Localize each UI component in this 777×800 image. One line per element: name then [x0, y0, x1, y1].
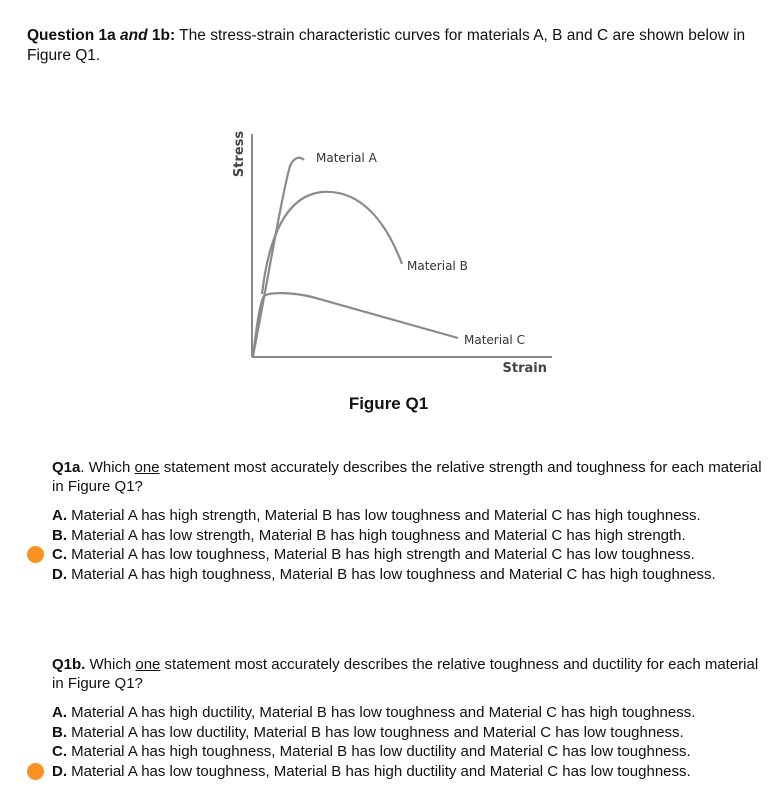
- q1a-option-a[interactable]: [52, 506, 762, 526]
- q1b-stem: [52, 655, 762, 693]
- intro-label-part2: 1b:: [147, 27, 176, 44]
- intro-label-part1: Question 1a: [27, 27, 121, 44]
- option-letter: A.: [52, 507, 67, 524]
- q1a-option-d[interactable]: [52, 565, 762, 585]
- q1b-stem-before: Which: [85, 656, 136, 673]
- intro-label-italic: and: [120, 27, 148, 44]
- q1a-stem-after: statement most accurately describes the relative strength and toughness for each material in Figure Q1?: [52, 459, 762, 495]
- option-letter: D.: [52, 762, 67, 780]
- figure-caption: Figure Q1: [348, 394, 429, 413]
- curve-material-c: [253, 293, 458, 356]
- q1b-stem-after: statement most accurately describes the relative toughness and ductility for each material in Figure Q1?: [52, 656, 759, 692]
- option-letter: D.: [52, 565, 67, 583]
- question-intro: [27, 26, 762, 66]
- label-material-b: Material B: [407, 259, 468, 273]
- q1b-option-c[interactable]: [52, 742, 762, 762]
- option-letter: C.: [52, 546, 67, 563]
- option-letter: B.: [52, 723, 67, 741]
- q1b-label: Q1b.: [52, 656, 86, 673]
- q1b-option-b[interactable]: [52, 723, 762, 743]
- option-text: Material A has high toughness, Material B has low toughness and Material C has high toughness.: [67, 565, 716, 583]
- q1b-option-d[interactable]: [52, 762, 762, 782]
- q1a-stem-emphasis: one: [134, 459, 160, 476]
- selected-marker-icon: [27, 763, 44, 780]
- stress-strain-figure: [222, 124, 562, 384]
- y-axis-label: Stress: [232, 130, 247, 178]
- curve-material-a: [253, 158, 304, 356]
- q1a-stem: [52, 458, 762, 496]
- curve-material-b: [262, 192, 402, 294]
- option-letter: B.: [52, 526, 67, 544]
- option-text: Material A has high toughness, Material B has low ductility and Material C has low toughness.: [67, 743, 691, 760]
- option-letter: C.: [52, 743, 67, 760]
- option-text: Material A has high strength, Material B has low toughness and Material C has high toughness.: [67, 507, 701, 524]
- label-material-c: Material C: [464, 333, 525, 347]
- question-q1a: [52, 458, 762, 584]
- option-text: Material A has low toughness, Material B has high strength and Material C has low toughness.: [67, 546, 695, 563]
- label-material-a: Material A: [316, 151, 377, 165]
- intro-text: The stress-strain characteristic curves for materials A, B and C are shown below in Figure Q1.: [27, 27, 746, 64]
- stress-strain-diagram: [222, 124, 562, 384]
- option-text: Material A has low toughness, Material B has high ductility and Material C has low toughness.: [67, 762, 691, 780]
- q1a-option-c[interactable]: [52, 545, 762, 565]
- option-text: Material A has low strength, Material B has high toughness and Material C has high strength.: [67, 526, 686, 544]
- selected-marker-icon: [27, 546, 44, 563]
- option-letter: A.: [52, 704, 67, 721]
- question-q1b: [52, 655, 762, 781]
- q1a-option-b[interactable]: [52, 526, 762, 546]
- q1b-stem-emphasis: one: [135, 656, 161, 673]
- intro-label: [27, 27, 175, 44]
- x-axis-label: Strain: [502, 361, 547, 376]
- q1a-stem-before: . Which: [80, 459, 135, 476]
- q1b-option-a[interactable]: [52, 703, 762, 723]
- option-text: Material A has high ductility, Material B has low toughness and Material C has high toughness.: [67, 704, 696, 721]
- q1a-label: Q1a: [52, 459, 81, 476]
- option-text: Material A has low ductility, Material B has low toughness and Material C has low toughness.: [67, 723, 684, 741]
